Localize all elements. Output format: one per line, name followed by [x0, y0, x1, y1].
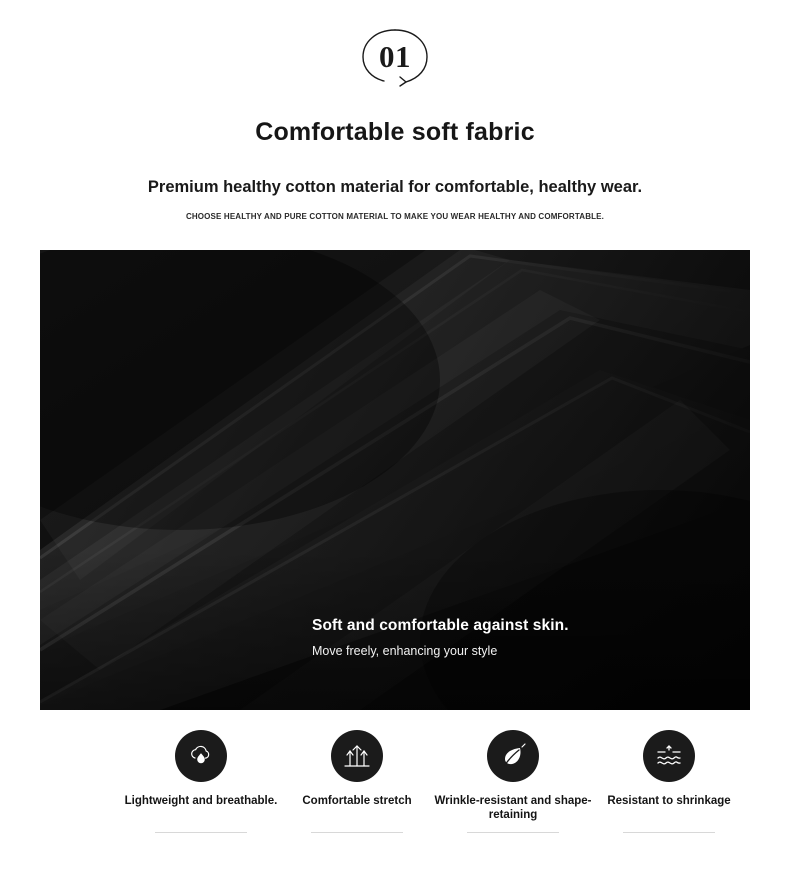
page-title: Comfortable soft fabric: [255, 118, 535, 146]
feature-divider: [155, 832, 247, 833]
feature-divider: [311, 832, 403, 833]
hero-overlay-text: [312, 617, 569, 658]
waves-icon: [643, 730, 695, 782]
section-badge-number: 01: [379, 38, 411, 74]
feature-item-shrink-resistant: [580, 730, 758, 833]
hero-overlay-line1: Soft and comfortable against skin.: [312, 617, 569, 634]
hero-overlay-line2: Move freely, enhancing your style: [312, 644, 498, 658]
feature-label: Resistant to shrinkage: [607, 795, 731, 807]
feature-item-stretch: [268, 730, 446, 833]
cloud-droplet-icon: [175, 730, 227, 782]
feature-divider: [467, 832, 559, 833]
section-badge-wrap: [0, 26, 790, 88]
feature-item-wrinkle-resistant: [424, 730, 602, 833]
feature-label: Lightweight and breathable.: [124, 795, 278, 807]
hero-image: [40, 250, 750, 710]
page-caption: CHOOSE HEALTHY AND PURE COTTON MATERIAL TO MAKE YOU WEAR HEALTHY AND COMFORTABLE.: [185, 212, 605, 221]
leaf-droplet-icon: [487, 730, 539, 782]
section-badge: [356, 26, 434, 88]
feature-item-breathable: [112, 730, 290, 833]
feature-label: Comfortable stretch: [302, 795, 412, 807]
feature-list: [40, 730, 750, 860]
page-subtitle: Premium healthy cotton material for comfortable, healthy wear.: [147, 178, 643, 196]
stretch-arrows-icon: [331, 730, 383, 782]
feature-divider: [623, 832, 715, 833]
feature-label: Wrinkle-resistant and shape-retaining: [434, 795, 592, 822]
